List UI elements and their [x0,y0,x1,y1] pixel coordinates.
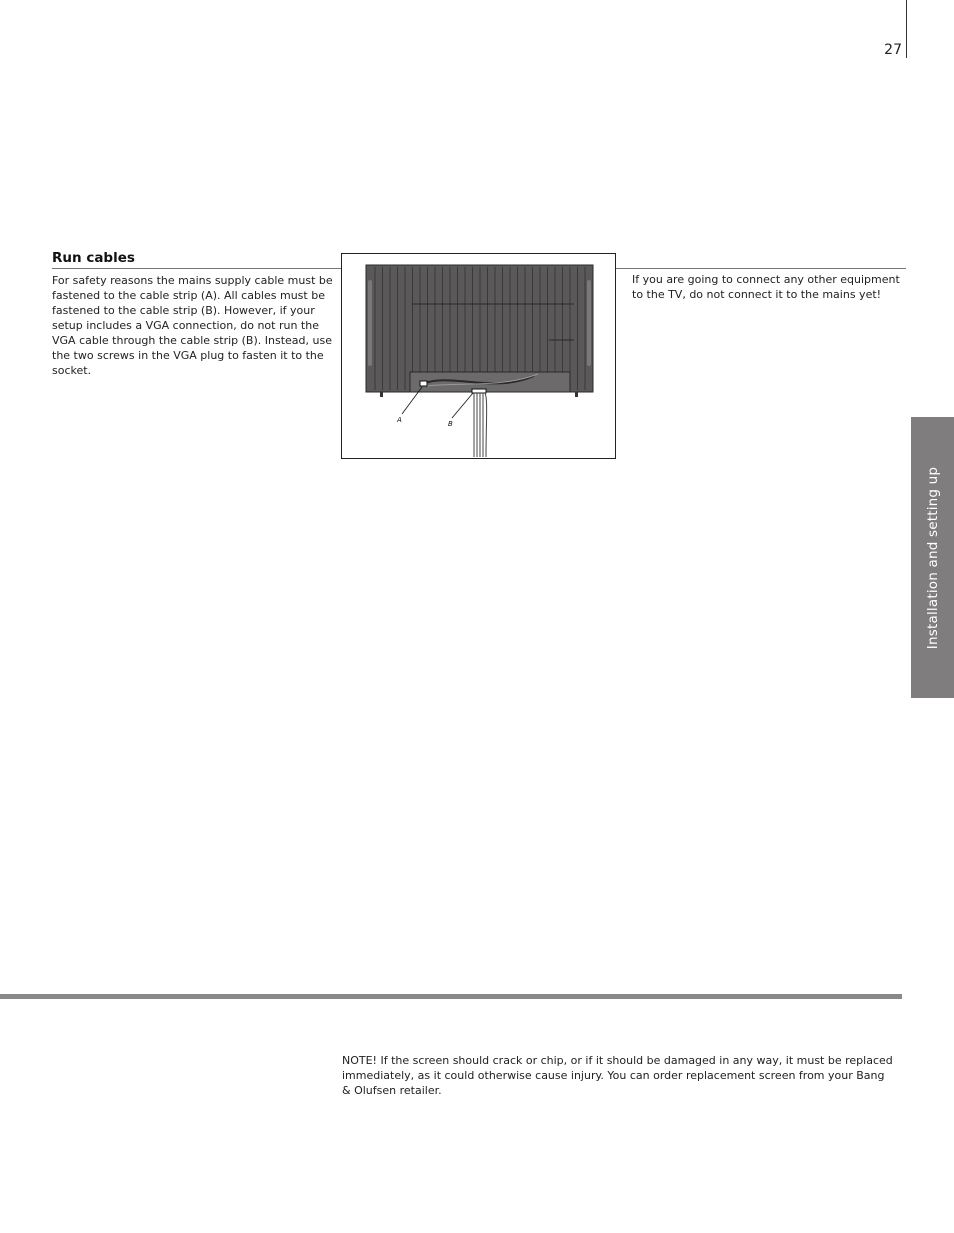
label-a: A [397,416,402,424]
tv-back-illustration [341,253,616,459]
tv-right-grip [587,280,591,366]
top-margin-rule [906,0,907,58]
section-side-tab [911,417,954,698]
label-b: B [448,420,453,428]
cable-strip-b [472,389,486,393]
screen-damage-note: NOTE! If the screen should crack or chip, or if it should be damaged in any way, it must be replaced immediately, as it could otherwise cause injury. You can order replacement screen from your Bang & Olufsen retailer. [342,1054,893,1097]
mains-warning-text: If you are going to connect any other equipment to the TV, do not connect it to the mains yet! [632,273,900,301]
side-tab-label: Installation and setting up [924,466,941,649]
leader-line-b [452,393,473,418]
section-rule-right [615,268,906,269]
cable-strip-a [420,381,427,386]
page-number: 27 [884,42,902,58]
tv-back-drawing [342,254,615,458]
section-divider-bar [0,994,902,999]
section-body-text: For safety reasons the mains supply cable must be fastened to the cable strip (A). All cables must be fastened to the cable strip (B). However, if your setup includes a VGA connection, do not run the VGA cable through the cable strip (B). Instead, use the two screws in the VGA plug to fasten it to the socket. [52,274,333,377]
tv-foot-right [575,392,578,397]
section-title: Run cables [52,250,135,266]
tv-left-grip [368,280,372,366]
connection-panel [410,372,570,392]
section-rule-left [52,268,341,269]
cables-down [474,393,487,457]
tv-foot-left [380,392,383,397]
